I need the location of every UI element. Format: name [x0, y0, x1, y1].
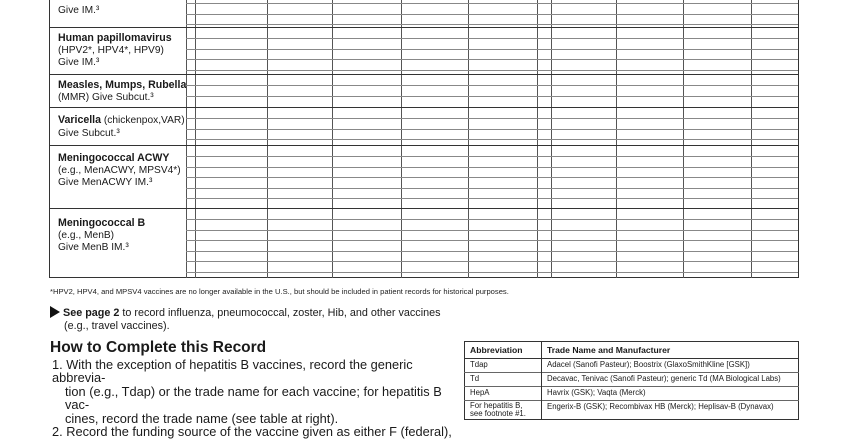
entry-cells[interactable] — [186, 75, 798, 108]
cell-divider — [195, 28, 196, 75]
see-page-text: to record influenza, pneumococcal, zoster, Hib, and other vaccines — [119, 307, 441, 319]
header-trade-name: Trade Name and Manufacturer — [542, 342, 799, 359]
entry-line — [186, 96, 798, 97]
cell-divider — [186, 75, 187, 108]
cell-divider — [683, 75, 684, 108]
cell-divider — [267, 108, 268, 146]
entry-line — [186, 70, 798, 71]
cell-divider — [468, 108, 469, 146]
record-row-detail: Give IM.³ — [58, 5, 100, 16]
instruction-2 — [52, 425, 452, 438]
vaccine-name-suffix: (chickenpox,VAR) — [101, 115, 185, 126]
cell-divider — [537, 108, 538, 146]
footnote: *HPV2, HPV4, and MPSV4 vaccines are no longer available in the U.S., but should be included in patient records for historical purposes. — [50, 287, 509, 296]
vaccine-name: Human papillomavirus — [58, 32, 172, 44]
instruction-line: cines, record the trade name (see table at right). — [65, 410, 339, 426]
entry-line — [186, 251, 798, 252]
entry-line — [186, 59, 798, 60]
cell-divider — [683, 28, 684, 75]
entry-line — [186, 85, 798, 86]
record-row-label — [58, 217, 145, 255]
record-row-menb — [50, 208, 798, 278]
entry-line — [186, 188, 798, 189]
see-page-note — [50, 306, 441, 333]
entry-line — [186, 167, 798, 168]
entry-line — [186, 198, 798, 199]
cell-divider — [401, 75, 402, 108]
entry-line — [186, 177, 798, 178]
entry-line — [186, 156, 798, 157]
trade-name-cell: Havrix (GSK); Vaqta (Merck) — [542, 387, 799, 401]
entry-cells[interactable] — [186, 146, 798, 209]
entry-cells[interactable] — [186, 108, 798, 146]
cell-divider — [616, 75, 617, 108]
cell-divider — [186, 28, 187, 75]
header-abbreviation: Abbreviation — [465, 342, 542, 359]
arrow-right-icon — [50, 306, 60, 318]
vaccine-detail: Give Subcut.³ — [58, 127, 120, 139]
entry-line — [186, 219, 798, 220]
entry-line — [186, 24, 798, 25]
vaccine-name: Meningococcal B — [58, 217, 146, 229]
instruction-line: 1. With the exception of hepatitis B vaccines, record the generic abbrevia- — [52, 357, 413, 386]
record-row-partial — [50, 0, 798, 27]
cell-divider — [195, 75, 196, 108]
cell-divider — [616, 28, 617, 75]
cell-divider — [267, 28, 268, 75]
entry-line — [186, 230, 798, 231]
abbreviation-cell: Tdap — [465, 359, 542, 373]
cell-divider — [537, 75, 538, 108]
instruction-line: 2. Record the funding source of the vaccine given as either F (federal), — [52, 424, 452, 439]
cell-divider — [537, 28, 538, 75]
abbreviation-cell: For hepatitis B, see footnote #1. — [465, 401, 542, 420]
cell-divider — [267, 75, 268, 108]
cell-divider — [332, 75, 333, 108]
vaccine-detail: (e.g., MenB) — [58, 229, 115, 241]
table-row — [465, 373, 799, 387]
trade-name-cell: Engerix-B (GSK); Recombivax HB (Merck); Heplisav-B (Dynavax) — [542, 401, 799, 420]
vaccine-detail: (e.g., MenACWY, MPSV4*) — [58, 164, 181, 176]
record-row-label — [58, 0, 99, 18]
howto-instructions — [52, 358, 452, 438]
cell-divider — [751, 108, 752, 146]
vaccine-detail: Give MenB IM.³ — [58, 242, 129, 254]
table-row — [465, 387, 799, 401]
cell-divider — [332, 108, 333, 146]
cell-divider — [551, 75, 552, 108]
vaccine-detail: (MMR) Give Subcut.³ — [58, 91, 154, 103]
howto-title: How to Complete this Record — [50, 339, 267, 356]
trade-name-table — [464, 341, 799, 420]
entry-cells[interactable] — [186, 28, 798, 75]
cell-divider — [468, 28, 469, 75]
entry-line — [186, 49, 798, 50]
cell-divider — [551, 108, 552, 146]
see-page-bold: See page 2 — [63, 307, 120, 319]
see-page-line2: (e.g., travel vaccines). — [64, 320, 170, 332]
vaccine-name: Measles, Mumps, Rubella — [58, 79, 187, 91]
entry-line — [186, 272, 798, 273]
entry-line — [186, 38, 798, 39]
record-row-varicella — [50, 107, 798, 146]
instruction-1 — [52, 358, 452, 425]
vaccine-detail: Give MenACWY IM.³ — [58, 177, 153, 189]
entry-line — [186, 139, 798, 140]
abbreviation-cell: HepA — [465, 387, 542, 401]
vaccine-detail: Give IM.³ — [58, 57, 100, 69]
entry-cells[interactable] — [186, 209, 798, 278]
entry-line — [186, 14, 798, 15]
record-row-menacwy — [50, 145, 798, 209]
record-row-label — [58, 79, 186, 104]
entry-line — [186, 118, 798, 119]
vaccine-detail: (HPV2*, HPV4*, HPV9) — [58, 44, 164, 56]
instruction-line: tion (e.g., Tdap) or the trade name for each vaccine; for hepatitis B vac- — [65, 383, 442, 413]
abbreviation-cell: Td — [465, 373, 542, 387]
record-row-label — [58, 114, 185, 140]
record-row-hpv — [50, 27, 798, 75]
cell-divider — [551, 28, 552, 75]
record-row-label — [58, 152, 181, 190]
table-row — [465, 359, 799, 373]
entry-line — [186, 240, 798, 241]
vaccine-name: Varicella — [58, 114, 102, 126]
cell-divider — [401, 108, 402, 146]
trade-name-cell: Decavac, Tenivac (Sanofi Pasteur); generic Td (MA Biological Labs) — [542, 373, 799, 387]
entry-line — [186, 261, 798, 262]
cell-divider — [332, 28, 333, 75]
cell-divider — [468, 75, 469, 108]
record-row-label — [58, 32, 172, 70]
entry-line — [186, 129, 798, 130]
vaccine-record-table — [49, 0, 799, 278]
vaccine-name: Meningococcal ACWY — [58, 152, 170, 164]
trade-name-cell: Adacel (Sanofi Pasteur); Boostrix (GlaxoSmithKline [GSK]) — [542, 359, 799, 373]
cell-divider — [751, 28, 752, 75]
trade-table-header — [465, 342, 799, 359]
entry-cells[interactable] — [186, 0, 798, 27]
cell-divider — [751, 75, 752, 108]
cell-divider — [401, 28, 402, 75]
cell-divider — [616, 108, 617, 146]
cell-divider — [683, 108, 684, 146]
entry-line — [186, 3, 798, 4]
cell-divider — [195, 108, 196, 146]
cell-divider — [186, 108, 187, 146]
record-row-mmr — [50, 74, 798, 108]
